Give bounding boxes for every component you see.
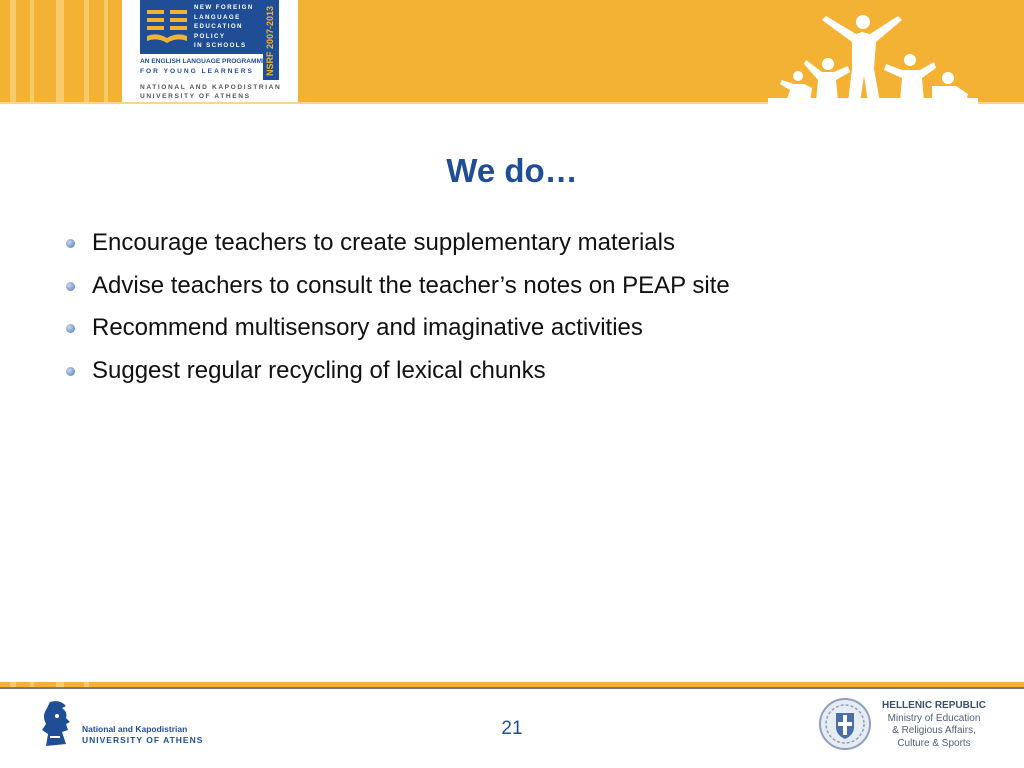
programme-line: AN ENGLISH LANGUAGE PROGRAMME bbox=[140, 58, 267, 65]
footer-university bbox=[82, 724, 203, 746]
university-name bbox=[140, 83, 281, 101]
hellenic-republic-seal-icon bbox=[818, 697, 872, 751]
footer-university-line: UNIVERSITY OF ATHENS bbox=[82, 735, 204, 745]
header-stripe bbox=[30, 0, 34, 102]
slide-title: We do… bbox=[446, 152, 578, 189]
bullet-item: Recommend multisensory and imaginative activities bbox=[63, 307, 730, 350]
bullet-item: Advise teachers to consult the teacher’s notes on PEAP site bbox=[63, 265, 730, 308]
nsrf-label: NSRF 2007-2013 bbox=[265, 5, 275, 76]
footer-divider bbox=[0, 687, 1024, 689]
ministry-heading: HELLENIC REPUBLIC bbox=[882, 700, 986, 711]
athena-emblem-icon bbox=[40, 700, 74, 748]
bullet-item: Suggest regular recycling of lexical chunks bbox=[63, 350, 730, 393]
logo-line: EDUCATION bbox=[194, 23, 243, 30]
bullet-item: Encourage teachers to create supplementary materials bbox=[63, 222, 730, 265]
book-logo-icon bbox=[144, 4, 190, 50]
ministry-line: & Religious Affairs, bbox=[892, 725, 976, 736]
header-stripe bbox=[104, 0, 108, 102]
logo-line: LANGUAGE bbox=[194, 13, 241, 21]
programme-name bbox=[140, 57, 266, 77]
header-stripe bbox=[10, 0, 16, 102]
programme-logo bbox=[140, 0, 266, 54]
logo-text bbox=[194, 3, 254, 51]
header-stripe bbox=[56, 0, 64, 102]
logo-line: NEW FOREIGN bbox=[194, 4, 254, 11]
children-silhouette-icon bbox=[768, 14, 978, 104]
ministry-line: Culture & Sports bbox=[897, 737, 971, 749]
bullet-list bbox=[63, 222, 730, 392]
university-line: UNIVERSITY OF ATHENS bbox=[140, 93, 251, 100]
university-line: NATIONAL AND KAPODISTRIAN bbox=[140, 84, 282, 91]
ministry-line: Ministry of Education bbox=[887, 712, 981, 724]
logo-line: IN SCHOOLS bbox=[194, 42, 247, 49]
page-number: 21 bbox=[501, 718, 523, 739]
programme-line: FOR YOUNG LEARNERS bbox=[140, 68, 254, 75]
ministry-block bbox=[876, 700, 992, 750]
footer-university-line: National and Kapodistrian bbox=[82, 724, 188, 734]
logo-line: POLICY bbox=[194, 32, 226, 40]
header-stripe bbox=[84, 0, 89, 102]
